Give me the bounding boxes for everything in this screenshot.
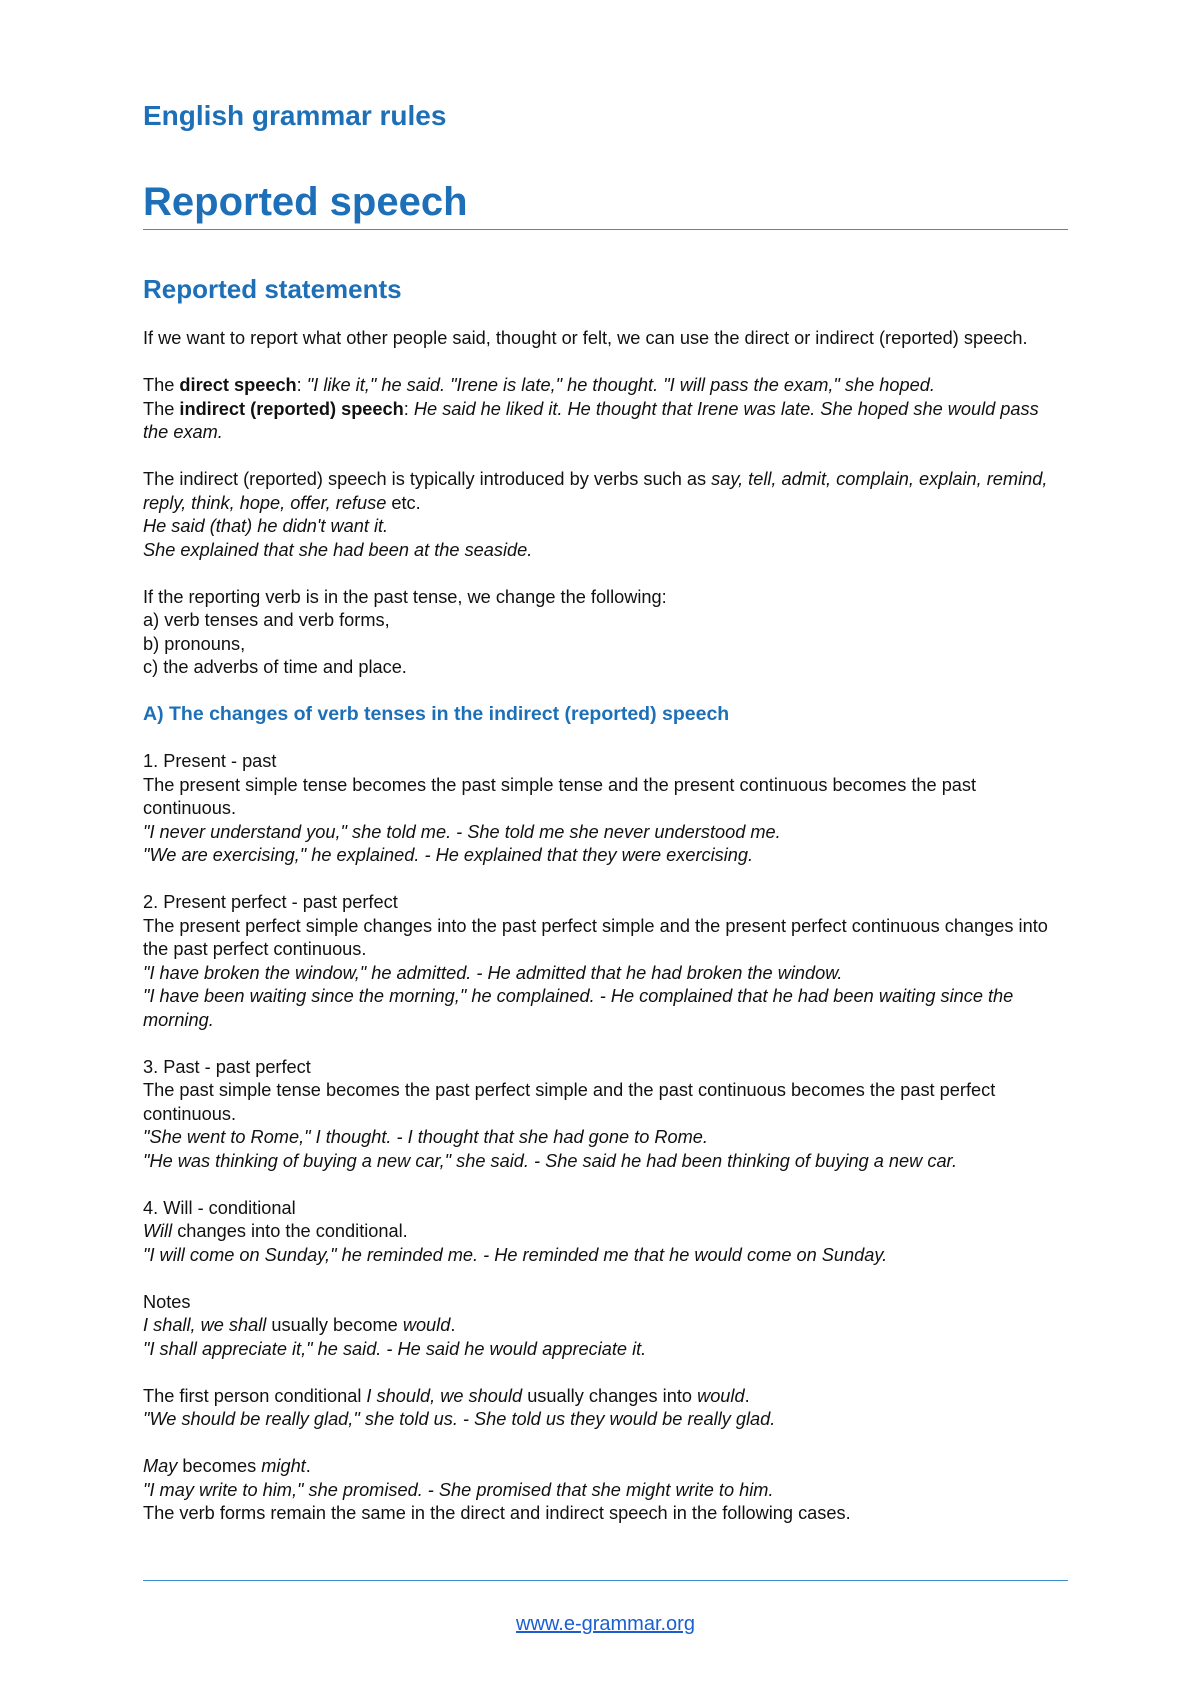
change-item: c) the adverbs of time and place. xyxy=(143,657,407,677)
example-sentence: "I never understand you," she told me. - She told me she never understood me. xyxy=(143,821,781,842)
direct-speech-term: direct speech xyxy=(179,375,297,395)
rule-title: 3. Past - past perfect xyxy=(143,1056,311,1077)
document-body xyxy=(143,327,1068,1526)
example-sentence: "I have been waiting since the morning," he complained. - He complained that he had been waiting since the morning. xyxy=(143,986,1014,1030)
note-text: I shall, we shall usually become would. xyxy=(143,1315,456,1335)
example-sentence: "He was thinking of buying a new car," she said. - She said he had been thinking of buying a new car. xyxy=(143,1150,957,1171)
subheading-verb-tense-changes: A) The changes of verb tenses in the indirect (reported) speech xyxy=(143,703,730,725)
rule-text: The past simple tense becomes the past perfect simple and the past continuous becomes the past perfect continuous. xyxy=(143,1080,996,1124)
rule-title: 2. Present perfect - past perfect xyxy=(143,892,398,912)
section-title: Reported statements xyxy=(143,274,402,304)
intro-paragraph: If we want to report what other people said, thought or felt, we can use the direct or indirect (reported) speech. xyxy=(143,328,1028,348)
example-sentence: "We are exercising," he explained. - He explained that they were exercising. xyxy=(143,845,754,865)
example-sentence: He said (that) he didn't want it. xyxy=(143,516,389,536)
rule-title: 1. Present - past xyxy=(143,751,277,771)
indirect-speech-term: indirect (reported) speech xyxy=(179,398,404,419)
rule-text: Will changes into the conditional. xyxy=(143,1221,408,1241)
title-divider xyxy=(143,229,1068,230)
indirect-speech-definition: The indirect (reported) speech: He said he liked it. He thought that Irene was late. She hoped she would pass the exam. xyxy=(143,398,1039,442)
reporting-verbs-paragraph: The indirect (reported) speech is typically introduced by verbs such as say, tell, admit, complain, explain, remind, reply, think, hope, offer, refuse etc. xyxy=(143,469,1048,513)
example-sentence: "I have broken the window," he admitted. - He admitted that he had broken the window. xyxy=(143,962,843,983)
reporting-verbs-list: say, tell, admit, complain, explain, remind, reply, think, hope, offer, refuse xyxy=(143,469,1048,513)
note-text: May becomes might. xyxy=(143,1456,311,1476)
header-title: English grammar rules xyxy=(143,100,447,131)
example-sentence: "We should be really glad," she told us. - She told us they would be really glad. xyxy=(143,1409,776,1429)
direct-speech-definition: The direct speech: "I like it," he said. "Irene is late," he thought. "I will pass the exam," she hoped. xyxy=(143,375,935,395)
example-sentence: "I shall appreciate it," he said. - He said he would appreciate it. xyxy=(143,1338,647,1359)
example-sentence: "She went to Rome," I thought. - I thought that she had gone to Rome. xyxy=(143,1127,708,1147)
change-item: b) pronouns, xyxy=(143,633,246,654)
note-text: The verb forms remain the same in the direct and indirect speech in the following cases. xyxy=(143,1503,851,1523)
rule-text: The present simple tense becomes the past simple tense and the present continuous becomes the past continuous. xyxy=(143,774,977,818)
notes-title: Notes xyxy=(143,1291,191,1312)
change-item: a) verb tenses and verb forms, xyxy=(143,610,390,630)
note-text: The first person conditional I should, we should usually changes into would. xyxy=(143,1385,750,1406)
rule-text: The present perfect simple changes into the past perfect simple and the present perfect continuous changes into the past perfect continuous. xyxy=(143,915,1048,959)
footer xyxy=(143,1613,1068,1636)
page-title: Reported speech xyxy=(143,180,468,224)
example-sentence: "I may write to him," she promised. - She promised that she might write to him. xyxy=(143,1479,774,1500)
example-sentence: "I will come on Sunday," he reminded me. - He reminded me that he would come on Sunday. xyxy=(143,1244,888,1265)
direct-speech-examples: "I like it," he said. "Irene is late," he thought. "I will pass the exam," she hoped. xyxy=(306,375,935,395)
example-sentence: She explained that she had been at the seaside. xyxy=(143,539,533,560)
indirect-speech-examples: He said he liked it. He thought that Irene was late. She hoped she would pass the exam. xyxy=(143,398,1039,442)
changes-intro: If the reporting verb is in the past tense, we change the following: xyxy=(143,586,667,607)
website-link[interactable]: www.e-grammar.org xyxy=(516,1613,695,1635)
rule-title: 4. Will - conditional xyxy=(143,1197,296,1218)
footer-divider xyxy=(143,1580,1068,1581)
